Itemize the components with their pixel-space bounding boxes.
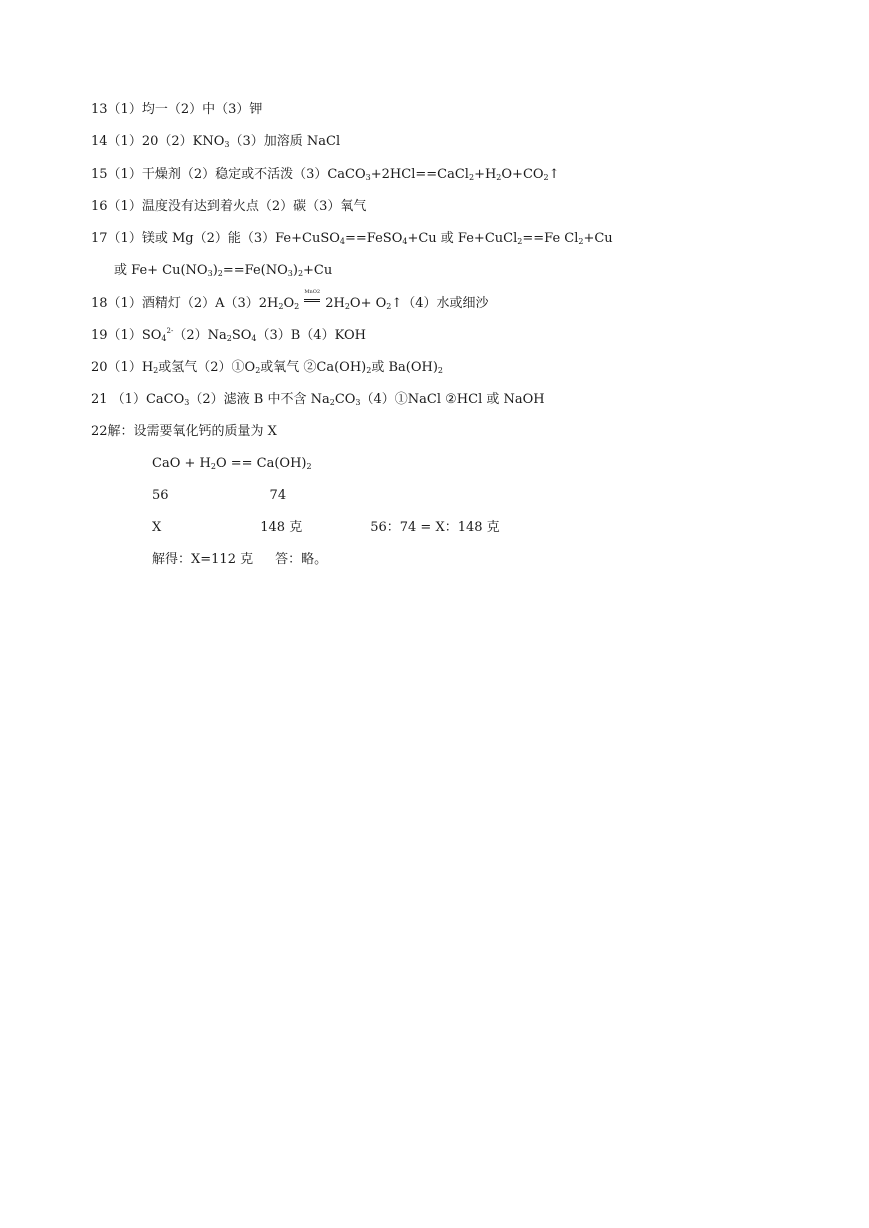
question-number: 20: [91, 360, 108, 375]
question-number: 21: [91, 392, 108, 407]
answer-22: 22解：设需要氧化钙的质量为 X: [91, 424, 277, 439]
solution-result: 解得：X=112 克 答：略。: [152, 552, 328, 567]
question-number: 22: [91, 424, 108, 439]
question-number: 15: [91, 167, 108, 182]
solution-masses: X 148 克 56：74 = X：148 克: [152, 520, 500, 535]
question-number: 14: [91, 134, 108, 149]
answer-21: 21 （1）CaCO$_3$（2）滤液 B 中不含 $Na_2CO_3(4)①NaCl$ ②HCl 或 NaOH: [91, 392, 545, 407]
catalyst-condition: [304, 289, 321, 305]
solution-molar-masses: 56 74: [152, 488, 287, 503]
catalyst-label: MnO2: [304, 289, 321, 295]
question-number: 16: [91, 199, 108, 214]
answer-13: 13（1）均一（2）中（3）钾: [91, 102, 263, 117]
solution-equation: CaO + $H_2O == Ca(OH)_2$: [152, 456, 312, 471]
answer-17: 17（1）镁或 Mg（2）能（3）Fe+CuSO$_4$==FeSO$_4$+Cu 或 Fe+CuCl$_2$==Fe $Cl_2+Cu$: [91, 231, 613, 246]
equals-bar: [304, 299, 320, 300]
question-number: 17: [91, 231, 108, 246]
answer-19: $19(1)SO_4^{2-}(2)Na_2SO_4(3)B(4)KOH$: [91, 327, 366, 343]
answer-14: $14(1)20(2)KNO_3(3)$加溶质 NaCl: [91, 134, 341, 149]
answer-17-continued: 或 $Fe+ Cu(NO_3)_2==Fe(NO_3)_2+Cu$: [114, 263, 333, 278]
answer-16: 16（1）温度没有达到着火点（2）碳（3）氧气: [91, 199, 367, 214]
equals-bar: [304, 301, 320, 302]
question-number: 18: [91, 296, 108, 311]
question-number: 13: [91, 102, 108, 117]
answer-20: $20(1)H_2$或氢气$(2)①O_2$或氧气 $②Ca(OH)_2$或 $Ba(OH)_2$: [91, 360, 444, 375]
question-number: 19: [91, 328, 108, 343]
answer-18: 18（1）酒精灯$(2)A(3)2H_2O_2$ MnO2 $2H_2O+$ $O_2↑(4)$水或细沙: [91, 289, 489, 311]
answer-15: 15（1）干燥剂（2）稳定或不活泼$(3)CaCO_3+2HCl==CaCl_2+H_2O+CO_2↑$: [91, 167, 560, 182]
